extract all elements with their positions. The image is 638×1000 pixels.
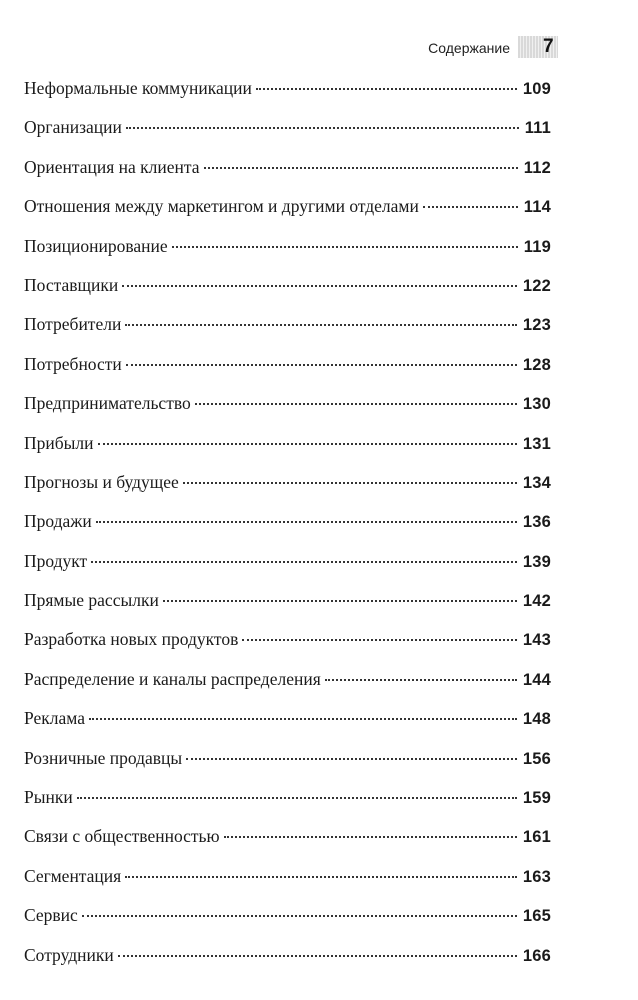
dot-leader [91, 561, 517, 563]
toc-entry-page: 112 [523, 158, 551, 177]
dot-leader [126, 127, 519, 129]
toc-entry-page: 148 [522, 710, 551, 729]
toc-entry[interactable] [24, 586, 551, 625]
dot-leader [77, 797, 517, 799]
toc-entry[interactable] [24, 507, 551, 546]
dot-leader [172, 246, 518, 248]
toc-entry-page: 165 [522, 907, 551, 926]
toc-entry[interactable] [24, 941, 551, 980]
toc-entry-title: Связи с общественностью [24, 826, 220, 847]
dot-leader [256, 88, 517, 90]
toc-entry-title: Потребности [24, 353, 122, 374]
dot-leader [125, 324, 517, 326]
toc-entry[interactable] [24, 429, 551, 468]
toc-entry[interactable] [24, 153, 551, 192]
toc-entry-title: Розничные продавцы [24, 747, 183, 768]
toc-entry[interactable] [24, 271, 551, 310]
toc-entry-page: 122 [522, 276, 551, 295]
toc-entry-title: Разработка новых продуктов [24, 629, 239, 650]
toc-entry-title: Поставщики [24, 274, 119, 295]
dot-leader [325, 679, 517, 681]
toc-entry-page: 134 [522, 473, 551, 492]
toc-entry-page: 111 [524, 119, 551, 138]
toc-entry-title: Продажи [24, 511, 92, 532]
page-number: 7 [543, 36, 554, 57]
toc-entry[interactable] [24, 74, 551, 113]
dot-leader [96, 521, 517, 523]
toc-entry-title: Рынки [24, 787, 73, 808]
toc-entry-page: 109 [522, 80, 551, 98]
dot-leader [126, 364, 517, 366]
toc-entry-title: Организации [24, 117, 122, 138]
toc-entry-page: 139 [522, 552, 551, 571]
toc-entry-page: 161 [522, 828, 551, 847]
dot-leader [224, 836, 517, 838]
toc-entry-page: 142 [522, 592, 551, 611]
toc-entry-title: Сегментация [24, 865, 122, 886]
toc-entry-page: 130 [522, 395, 551, 414]
toc-entry-title: Предпринимательство [24, 393, 191, 414]
section-label: Содержание [428, 40, 510, 56]
dot-leader [89, 718, 517, 720]
toc-entry[interactable] [24, 704, 551, 743]
toc-entry-page: 143 [522, 631, 551, 650]
toc-entry[interactable] [24, 310, 551, 349]
dot-leader [183, 482, 517, 484]
toc-entry[interactable] [24, 744, 551, 783]
toc-entry-title: Отношения между маркетингом и другими отделами [24, 196, 419, 217]
dot-leader [186, 758, 517, 760]
dot-leader [163, 600, 517, 602]
toc-entry-title: Сотрудники [24, 944, 114, 965]
dot-leader [423, 206, 518, 208]
dot-leader [242, 639, 517, 641]
toc-entry-title: Неформальные коммуникации [24, 78, 252, 98]
dot-leader [98, 443, 517, 445]
dot-leader [118, 955, 517, 957]
toc-entry-title: Прямые рассылки [24, 590, 159, 611]
toc-entry-title: Позиционирование [24, 235, 168, 256]
toc-entry[interactable] [24, 468, 551, 507]
toc-entry-title: Ориентация на клиента [24, 156, 200, 177]
toc-entry-page: 119 [523, 237, 551, 256]
toc-entry[interactable] [24, 665, 551, 704]
toc-entry-title: Продукт [24, 550, 88, 571]
toc-entry-page: 144 [522, 670, 551, 689]
toc-entry-title: Распределение и каналы распределения [24, 668, 321, 689]
toc-entry[interactable] [24, 113, 551, 152]
toc-entry[interactable] [24, 822, 551, 861]
toc-entry[interactable] [24, 232, 551, 271]
page-header [0, 32, 638, 62]
toc-entry-page: 128 [522, 355, 551, 374]
toc-entry-page: 156 [522, 749, 551, 768]
table-of-contents [24, 74, 551, 980]
toc-entry[interactable] [24, 862, 551, 901]
toc-entry[interactable] [24, 783, 551, 822]
toc-entry-title: Потребители [24, 314, 122, 335]
toc-entry[interactable] [24, 547, 551, 586]
toc-entry-title: Сервис [24, 905, 78, 926]
dot-leader [204, 167, 518, 169]
toc-entry[interactable] [24, 192, 551, 231]
dot-leader [82, 915, 517, 917]
dot-leader [122, 285, 517, 287]
toc-entry[interactable] [24, 350, 551, 389]
dot-leader [195, 403, 517, 405]
toc-entry-page: 114 [523, 198, 551, 217]
toc-entry-page: 166 [522, 946, 551, 965]
toc-entry-page: 131 [522, 434, 551, 453]
toc-entry-page: 163 [522, 867, 551, 886]
toc-entry-title: Прогнозы и будущее [24, 471, 179, 492]
toc-entry-page: 123 [522, 316, 551, 335]
toc-entry[interactable] [24, 625, 551, 664]
toc-entry-page: 159 [522, 789, 551, 808]
toc-entry-title: Реклама [24, 708, 85, 729]
toc-entry-page: 136 [522, 513, 551, 532]
toc-entry-title: Прибыли [24, 432, 94, 453]
toc-entry[interactable] [24, 389, 551, 428]
dot-leader [125, 876, 517, 878]
toc-entry[interactable] [24, 901, 551, 940]
